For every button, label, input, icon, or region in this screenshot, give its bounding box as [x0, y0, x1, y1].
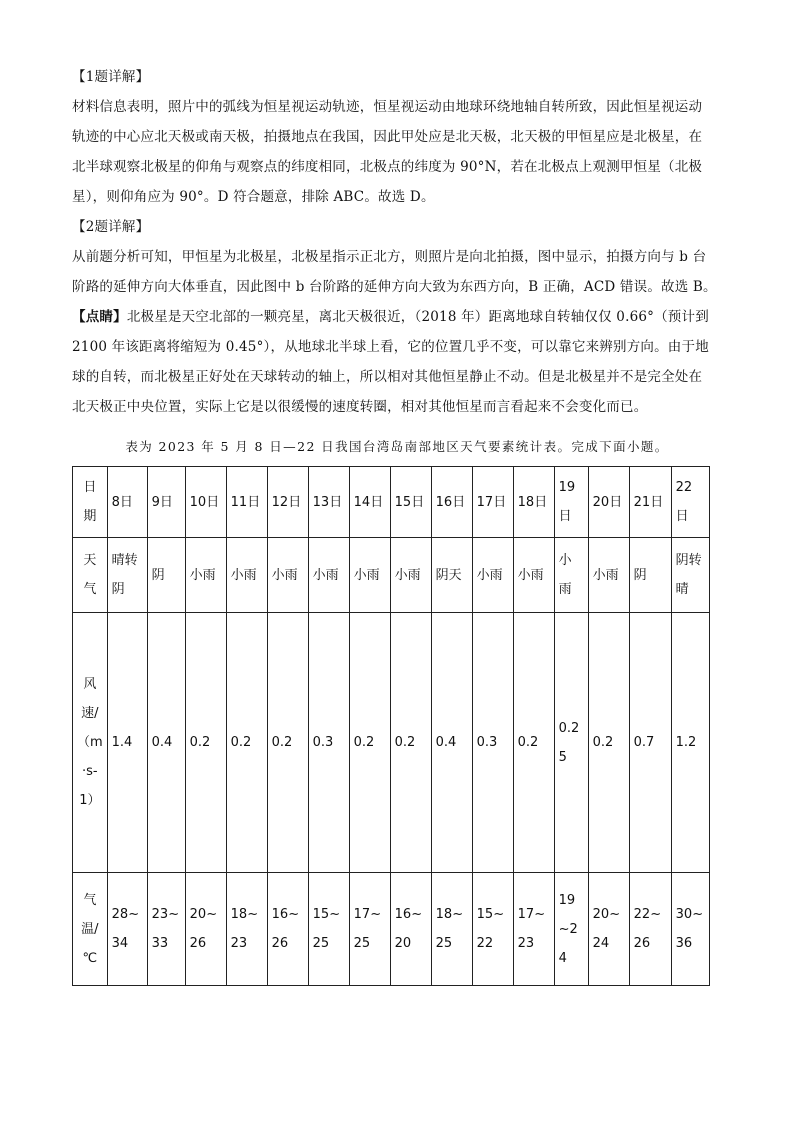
q1-line: 轨迹的中心应北天极或南天极，拍摄地点在我国，因此甲处应是北天极，北天极的甲恒星应是北极星，在: [72, 129, 703, 145]
wind-cell: 0.4: [147, 613, 185, 873]
date-cell: 16日: [431, 467, 472, 538]
date-cell: 19日: [554, 467, 588, 538]
weather-cell: 阴: [147, 538, 185, 613]
q1-line: 星），则仰角应为 90°。D 符合题意，排除 ABC。故选 D。: [72, 189, 435, 205]
table-row-date: [73, 467, 710, 538]
tip-text: 北极星是天空北部的一颗亮星，离北天极很近，（2018 年）距离地球自转轴仅仅 0.66°（预计到: [126, 309, 709, 325]
wind-cell: 0.2: [513, 613, 554, 873]
date-cell: 13日: [308, 467, 349, 538]
date-cell: 18日: [513, 467, 554, 538]
wind-cell: 0.3: [308, 613, 349, 873]
wind-cell: 0.2: [185, 613, 226, 873]
tip-line: 北天极正中央位置，实际上它是以很缓慢的速度转圈，相对其他恒星而言看起来不会变化而已。: [72, 399, 648, 415]
wind-cell: 0.2: [588, 613, 629, 873]
date-cell: 22日: [671, 467, 709, 538]
wind-cell: 0.7: [629, 613, 671, 873]
wind-cell: 1.2: [671, 613, 709, 873]
wind-cell: 1.4: [107, 613, 147, 873]
q1-heading: 【1题详解】: [72, 69, 150, 85]
date-cell: 15日: [390, 467, 431, 538]
temp-cell: 23~33: [147, 873, 185, 986]
date-cell: 12日: [267, 467, 308, 538]
temp-cell: 16~26: [267, 873, 308, 986]
date-cell: 10日: [185, 467, 226, 538]
q2-heading: 【2题详解】: [72, 219, 150, 235]
weather-cell: 小雨: [267, 538, 308, 613]
wind-cell: 0.25: [554, 613, 588, 873]
tip-line: 球的自转，而北极星正好处在天球转动的轴上，所以相对其他恒星静止不动。但是北极星并不是完全处在: [72, 369, 703, 385]
weather-cell: 阴天: [431, 538, 472, 613]
temp-cell: 15~22: [472, 873, 513, 986]
temp-cell: 22~26: [629, 873, 671, 986]
temp-cell: 20~24: [588, 873, 629, 986]
date-cell: 8日: [107, 467, 147, 538]
row-header-date: 日期: [73, 467, 108, 538]
temp-cell: 18~25: [431, 873, 472, 986]
temp-cell: 20~26: [185, 873, 226, 986]
date-cell: 14日: [349, 467, 390, 538]
q1-line: 材料信息表明，照片中的弧线为恒星视运动轨迹，恒星视运动由地球环绕地轴自转所致，因此恒星视运动: [72, 99, 703, 115]
wind-cell: 0.2: [390, 613, 431, 873]
weather-cell: 小雨: [588, 538, 629, 613]
temp-cell: 30~36: [671, 873, 709, 986]
q1-line: 北半球观察北极星的仰角与观察点的纬度相同，北极点的纬度为 90°N，若在北极点上观测甲恒星（北极: [72, 159, 703, 175]
temp-cell: 17~25: [349, 873, 390, 986]
temp-cell: 18~23: [226, 873, 267, 986]
table-row-weather: [73, 538, 710, 613]
row-header-weather: 天气: [73, 538, 108, 613]
weather-cell: 小雨: [349, 538, 390, 613]
wind-cell: 0.3: [472, 613, 513, 873]
temp-cell: 17~23: [513, 873, 554, 986]
date-cell: 9日: [147, 467, 185, 538]
weather-cell: 小雨: [226, 538, 267, 613]
weather-cell: 阴: [629, 538, 671, 613]
wind-cell: 0.4: [431, 613, 472, 873]
weather-cell: 小雨: [390, 538, 431, 613]
tip-label: 【点睛】: [72, 309, 127, 325]
date-cell: 21日: [629, 467, 671, 538]
table-row-wind: [73, 613, 710, 873]
q2-line: 阶路的延伸方向大体垂直，因此图中 b 台阶路的延伸方向大致为东西方向，B 正确，ACD 错误。故选 B。: [72, 279, 717, 295]
date-cell: 20日: [588, 467, 629, 538]
weather-cell: 小雨: [185, 538, 226, 613]
wind-cell: 0.2: [267, 613, 308, 873]
row-header-wind: 风速/（m·s-1）: [73, 613, 108, 873]
weather-table: [72, 466, 710, 986]
temp-cell: 15~25: [308, 873, 349, 986]
weather-cell: 晴转阴: [107, 538, 147, 613]
weather-cell: 小雨: [472, 538, 513, 613]
table-row-temp: [73, 873, 710, 986]
date-cell: 11日: [226, 467, 267, 538]
table-caption: 表为 2023 年 5 月 8 日—22 日我国台湾岛南部地区天气要素统计表。完成下面小题。: [125, 439, 669, 454]
temp-cell: 19~24: [554, 873, 588, 986]
row-header-temp: 气温/℃: [73, 873, 108, 986]
wind-cell: 0.2: [349, 613, 390, 873]
tip-line: [72, 302, 724, 332]
tip-line: 2100 年该距离将缩短为 0.45°），从地球北半球上看，它的位置几乎不变，可以靠它来辨别方向。由于地: [72, 339, 709, 355]
temp-cell: 16~20: [390, 873, 431, 986]
q2-line: 从前题分析可知，甲恒星为北极星，北极星指示正北方，则照片是向北拍摄，图中显示，拍摄方向与 b 台: [72, 249, 707, 265]
date-cell: 17日: [472, 467, 513, 538]
weather-cell: 小雨: [513, 538, 554, 613]
q1-block: [72, 62, 724, 422]
weather-cell: 阴转晴: [671, 538, 709, 613]
weather-cell: 小雨: [308, 538, 349, 613]
weather-cell: 小雨: [554, 538, 588, 613]
wind-cell: 0.2: [226, 613, 267, 873]
temp-cell: 28~34: [107, 873, 147, 986]
